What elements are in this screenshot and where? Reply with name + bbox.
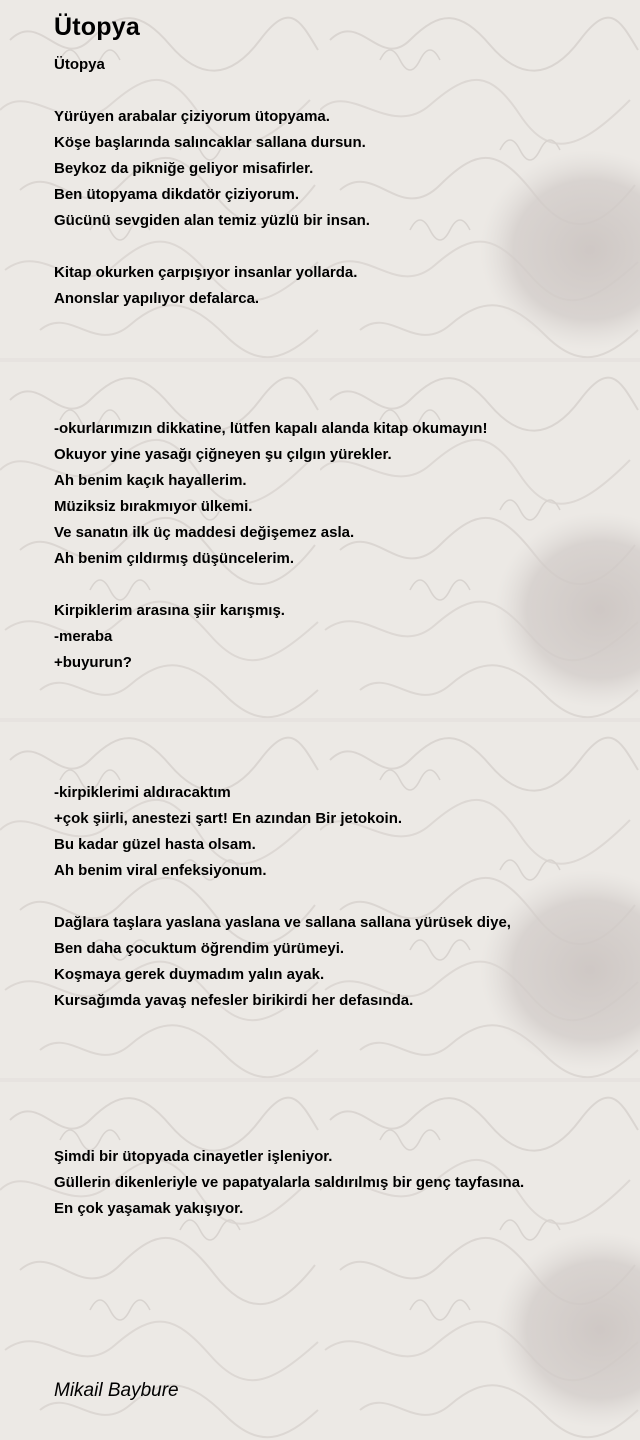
- poem-line: Gücünü sevgiden alan temiz yüzlü bir insan.: [54, 212, 370, 229]
- stanza-break: [54, 234, 624, 260]
- stanza-break: [54, 338, 624, 364]
- stanza-break: [54, 676, 624, 702]
- poem-line: Okuyor yine yasağı çiğneyen şu çılgın yürekler.: [54, 446, 392, 463]
- poem-line: Şimdi bir ütopyada cinayetler işleniyor.: [54, 1148, 333, 1165]
- poem-line: Bu kadar güzel hasta olsam.: [54, 836, 256, 853]
- stanza-break: [54, 884, 624, 910]
- poem-line: Kirpiklerim arasına şiir karışmış.: [54, 602, 285, 619]
- poem-body: [54, 104, 624, 1222]
- poem-line: Köşe başlarında salıncaklar sallana dursun.: [54, 134, 366, 151]
- stanza-break: [54, 728, 624, 754]
- poem-line: Kursağımda yavaş nefesler birikirdi her defasında.: [54, 992, 414, 1009]
- stanza-break: [54, 572, 624, 598]
- stanza-break: [54, 1014, 624, 1040]
- poem-line: En çok yaşamak yakışıyor.: [54, 1200, 244, 1217]
- stanza-break: [54, 1118, 624, 1144]
- poem-line: -okurlarımızın dikkatine, lütfen kapalı alanda kitap okumayın!: [54, 420, 488, 437]
- stanza-break: [54, 312, 624, 338]
- poem-line: Dağlara taşlara yaslana yaslana ve sallana sallana yürüsek diye,: [54, 914, 511, 931]
- stanza-break: [54, 364, 624, 390]
- poem-line: Güllerin dikenleriyle ve papatyalarla saldırılmış bir genç tayfasına.: [54, 1174, 525, 1191]
- poem-line: Ben daha çocuktum öğrendim yürümeyi.: [54, 940, 345, 957]
- stanza-break: [54, 1040, 624, 1066]
- poem-line: Beykoz da pikniğe geliyor misafirler.: [54, 160, 314, 177]
- poem-line: Koşmaya gerek duymadım yalın ayak.: [54, 966, 325, 983]
- poem-line: Ah benim çıldırmış düşüncelerim.: [54, 550, 295, 567]
- poem-subtitle: Ütopya: [54, 56, 105, 73]
- poem-line: Ve sanatın ilk üç maddesi değişemez asla.: [54, 524, 355, 541]
- poem-line: Ben ütopyama dikdatör çiziyorum.: [54, 186, 300, 203]
- poem-title: Ütopya: [54, 13, 140, 41]
- poem-line: -meraba: [54, 628, 113, 645]
- poem-line: Ah benim viral enfeksiyonum.: [54, 862, 267, 879]
- stanza-break: [54, 390, 624, 416]
- poem-line: -kirpiklerimi aldıracaktım: [54, 784, 231, 801]
- poem-line: Müziksiz bırakmıyor ülkemi.: [54, 498, 253, 515]
- poem-line: Kitap okurken çarpışıyor insanlar yollarda.: [54, 264, 358, 281]
- stanza-break: [54, 754, 624, 780]
- poem-line: Yürüyen arabalar çiziyorum ütopyama.: [54, 108, 330, 125]
- poem-line: Anonslar yapılıyor defalarca.: [54, 290, 260, 307]
- stanza-break: [54, 1066, 624, 1092]
- poem-line: +çok şiirli, anestezi şart! En azından Bir jetokoin.: [54, 810, 403, 827]
- poem-line: +buyurun?: [54, 654, 132, 671]
- poem-author: Mikail Baybure: [54, 1380, 179, 1401]
- stanza-break: [54, 702, 624, 728]
- stanza-break: [54, 1092, 624, 1118]
- poem-line: Ah benim kaçık hayallerim.: [54, 472, 247, 489]
